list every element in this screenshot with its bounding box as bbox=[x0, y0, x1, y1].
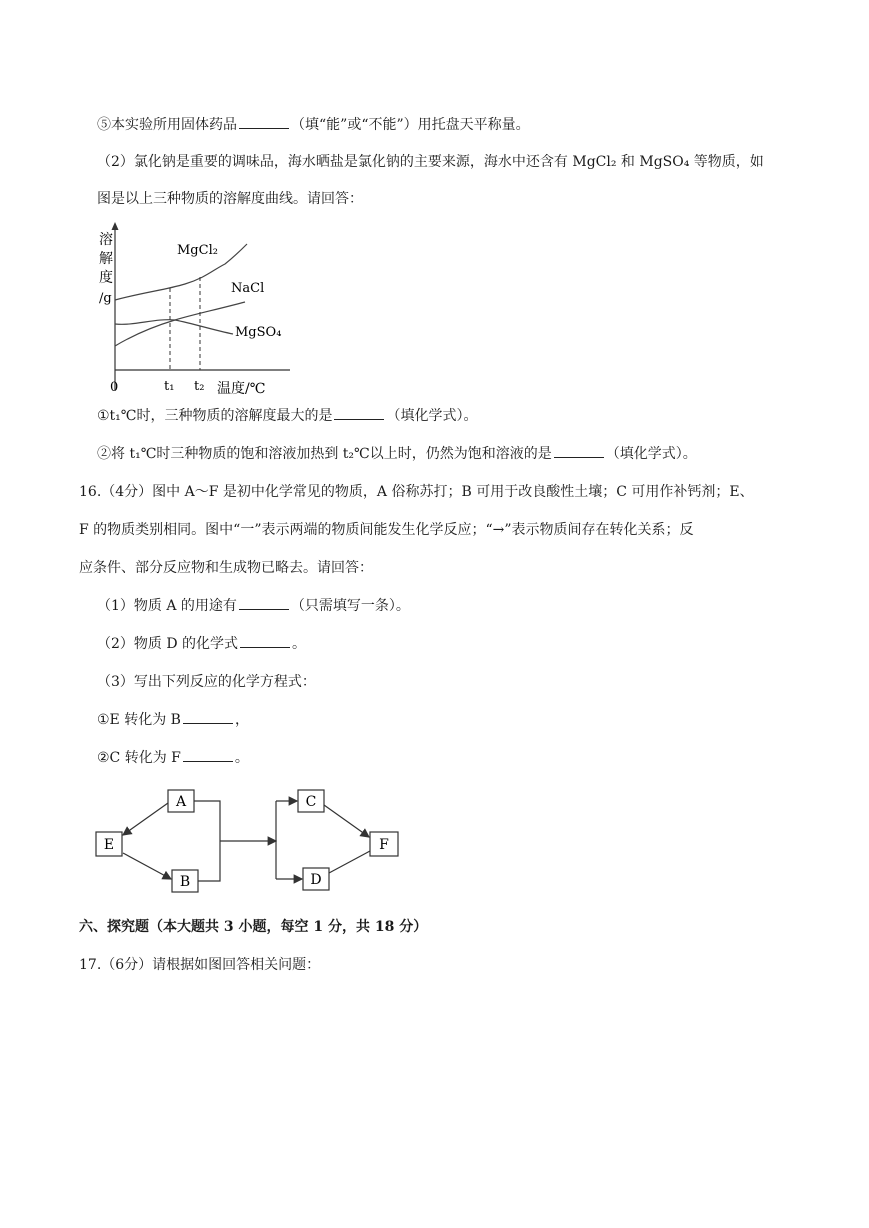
ylabel-char: 度 bbox=[99, 270, 113, 286]
solubility-chart bbox=[95, 220, 295, 400]
q16-part2-text: （2）物质 D 的化学式 bbox=[97, 636, 239, 652]
q16-line1: 16.（4分）图中 A～F 是初中化学常见的物质，A 俗称苏打；B 可用于改良酸性土壤；C 可用作补钙剂；E、 bbox=[79, 484, 754, 500]
answer-blank[interactable] bbox=[239, 115, 289, 129]
answer-blank[interactable] bbox=[239, 596, 289, 610]
q15-sub1 bbox=[97, 406, 477, 426]
q16-part3: （3）写出下列反应的化学方程式： bbox=[97, 674, 316, 690]
arrow-c-to-f bbox=[324, 805, 369, 837]
y-axis-arrow bbox=[112, 222, 119, 230]
xlabel: 温度/℃ bbox=[217, 381, 266, 397]
line-d-f bbox=[329, 851, 370, 873]
q16-part1 bbox=[97, 596, 410, 616]
ylabel-char: /g bbox=[99, 291, 112, 306]
q16-line2: F 的物质类别相同。图中“一”表示两端的物质间能发生化学反应；“→”表示物质间存在转化关系；反 bbox=[79, 522, 694, 538]
q16-line3: 应条件、部分反应物和生成物已略去。请回答： bbox=[79, 560, 373, 576]
label-mgcl2: MgCl₂ bbox=[177, 243, 218, 258]
answer-blank[interactable] bbox=[183, 710, 233, 724]
answer-blank[interactable] bbox=[334, 406, 384, 420]
q16-reaction2-tail: 。 bbox=[234, 750, 249, 766]
q15-part2-line1: （2）氯化钠是重要的调味品，海水晒盐是氯化钠的主要来源，海水中还含有 MgCl₂ 和 MgSO₄ 等物质，如 bbox=[97, 154, 764, 170]
label-mgso4: MgSO₄ bbox=[235, 325, 282, 340]
label-nacl: NaCl bbox=[231, 281, 265, 296]
q15-item5-tail: （填“能”或“不能”）用托盘天平称量。 bbox=[291, 117, 530, 133]
q17-stem: 17.（6分）请根据如图回答相关问题： bbox=[79, 957, 321, 973]
q16-reaction1-tail: ， bbox=[234, 712, 249, 728]
ylabel-char: 溶 bbox=[99, 232, 113, 248]
q15-part2-line2: 图是以上三种物质的溶解度曲线。请回答： bbox=[97, 191, 363, 207]
node-a-label: A bbox=[175, 794, 187, 810]
q16-reaction2-text: ②C 转化为 F bbox=[97, 750, 181, 766]
curve-nacl bbox=[115, 302, 245, 346]
q15-sub1-text: ①t₁℃时，三种物质的溶解度最大的是 bbox=[97, 408, 333, 424]
answer-blank[interactable] bbox=[183, 748, 233, 762]
q16-part2 bbox=[97, 634, 306, 654]
node-c-label: C bbox=[305, 794, 317, 810]
tick-t2: t₂ bbox=[194, 379, 205, 394]
node-f-label: F bbox=[379, 837, 389, 853]
q15-item5-text: ⑤本实验所用固体药品 bbox=[97, 117, 237, 133]
node-e-label: E bbox=[103, 837, 115, 853]
node-b-label: B bbox=[179, 874, 191, 890]
q15-sub2 bbox=[97, 444, 697, 464]
q16-reaction1-text: ①E 转化为 B bbox=[97, 712, 181, 728]
arrow-a-to-e bbox=[123, 803, 168, 835]
q16-part1-text: （1）物质 A 的用途有 bbox=[97, 598, 237, 614]
q16-reaction2 bbox=[97, 748, 249, 768]
q16-part1-tail: （只需填写一条）。 bbox=[290, 598, 410, 614]
ylabel-char: 解 bbox=[99, 251, 113, 267]
section-heading: 六、探究题（本大题共 3 小题，每空 1 分，共 18 分） bbox=[79, 919, 428, 935]
answer-blank[interactable] bbox=[240, 634, 290, 648]
tick-t1: t₁ bbox=[164, 379, 175, 394]
answer-blank[interactable] bbox=[554, 444, 604, 458]
q15-item5 bbox=[97, 115, 530, 135]
curve-mgso4 bbox=[115, 320, 233, 334]
bracket-ab bbox=[194, 801, 220, 881]
q15-sub1-tail: （填化学式）。 bbox=[386, 408, 478, 424]
arrow-e-to-b bbox=[123, 853, 171, 879]
q15-sub2-tail: （填化学式）。 bbox=[605, 446, 697, 462]
node-d-label: D bbox=[310, 872, 322, 888]
q16-reaction1 bbox=[97, 710, 249, 730]
relationship-diagram bbox=[90, 785, 410, 900]
origin-label: 0 bbox=[110, 380, 119, 395]
q16-part2-tail: 。 bbox=[292, 636, 307, 652]
q15-sub2-text: ②将 t₁℃时三种物质的饱和溶液加热到 t₂℃以上时，仍然为饱和溶液的是 bbox=[97, 446, 552, 462]
